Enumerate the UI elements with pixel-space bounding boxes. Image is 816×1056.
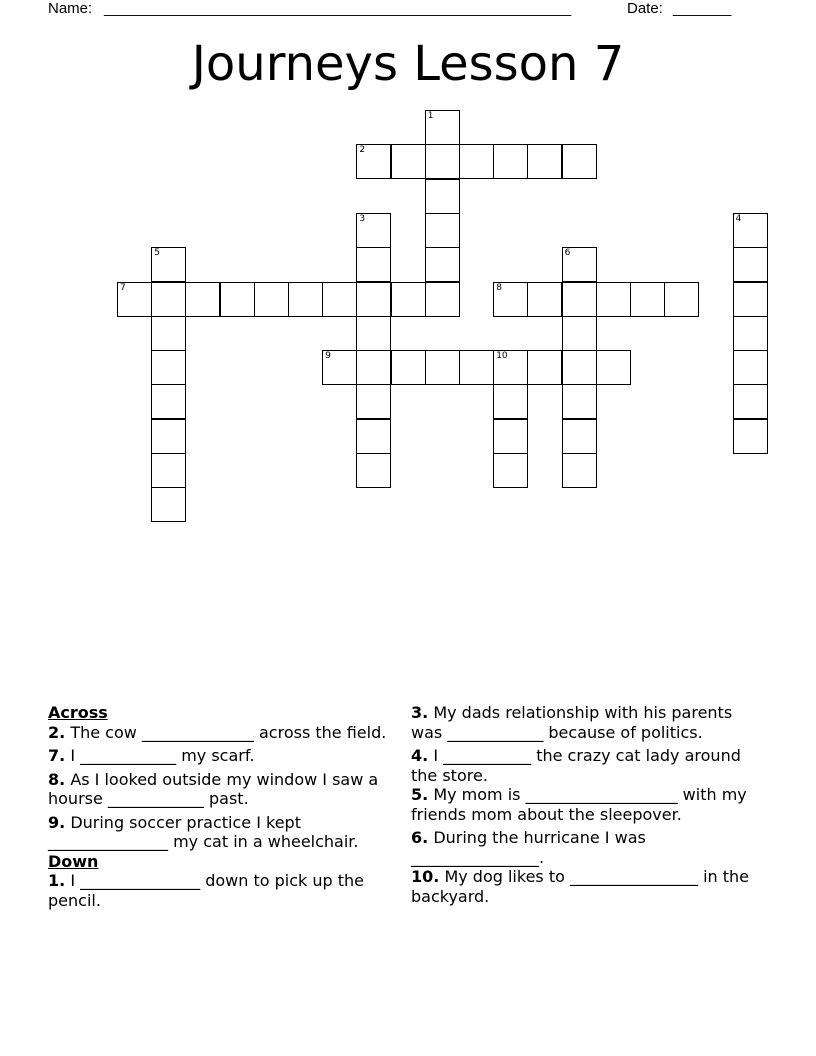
grid-cell[interactable] (596, 350, 631, 385)
grid-cell[interactable] (733, 282, 768, 317)
grid-cell[interactable] (220, 282, 255, 317)
grid-cell[interactable] (151, 419, 186, 454)
clue-number: 10. (411, 867, 440, 886)
grid-cell[interactable] (425, 350, 460, 385)
grid-cell[interactable] (425, 282, 460, 317)
clue-number: 5. (411, 785, 429, 804)
grid-cell[interactable] (425, 110, 460, 145)
clue-text: During soccer practice I kept _______________ my cat in a wheelchair. (48, 812, 359, 851)
clue-number: 2. (48, 722, 66, 742)
grid-cell[interactable] (596, 282, 631, 317)
grid-cell[interactable] (254, 282, 289, 317)
clue-number: 8. (48, 769, 66, 789)
clue-across-2 (48, 723, 393, 743)
grid-cell[interactable] (562, 282, 597, 317)
grid-cell[interactable] (493, 384, 528, 419)
clue-text: During the hurricane I was ________________. (411, 828, 646, 867)
grid-cell[interactable] (185, 282, 220, 317)
grid-cell[interactable] (493, 419, 528, 454)
cell-number: 8 (496, 282, 502, 293)
clue-text: I _______________ down to pick up the pencil. (48, 871, 364, 910)
grid-cell[interactable] (425, 144, 460, 179)
grid-cell[interactable] (356, 282, 391, 317)
cell-number: 1 (427, 111, 434, 121)
grid-cell[interactable] (562, 384, 597, 419)
clues-right-column (411, 703, 756, 910)
across-heading: Across (48, 703, 108, 722)
cell-number: 4 (735, 213, 742, 224)
grid-cell[interactable] (391, 282, 426, 317)
clue-text: My dads relationship with his parents was ____________ because of politics. (411, 703, 733, 742)
grid-cell[interactable] (151, 384, 186, 419)
grid-cell[interactable] (356, 384, 391, 419)
grid-cell[interactable] (425, 247, 460, 282)
grid-cell[interactable] (527, 144, 562, 179)
grid-cell[interactable] (322, 350, 357, 385)
grid-cell[interactable] (356, 419, 391, 454)
clue-text: My mom is ___________________ with my friends mom about the sleepover. (411, 785, 747, 824)
grid-cell[interactable] (151, 453, 186, 488)
grid-cell[interactable] (322, 282, 357, 317)
clue-number: 3. (411, 703, 429, 722)
grid-cell[interactable] (493, 144, 528, 179)
cell-number: 3 (359, 213, 366, 224)
grid-cell[interactable] (527, 282, 562, 317)
clue-down-1 (48, 871, 393, 910)
clue-text: My dog likes to ________________ in the backyard. (411, 867, 749, 906)
grid-cell[interactable] (733, 316, 768, 351)
clue-down-5 (411, 785, 756, 824)
grid-cell[interactable] (562, 144, 597, 179)
down-heading: Down (48, 851, 99, 871)
grid-cell[interactable] (356, 453, 391, 488)
grid-cell[interactable] (151, 247, 186, 282)
grid-cell[interactable] (733, 213, 768, 248)
grid-cell[interactable] (356, 316, 391, 351)
cell-number: 9 (325, 351, 331, 362)
clue-down-3 (411, 703, 756, 742)
grid-cell[interactable] (151, 350, 186, 385)
grid-cell[interactable] (356, 247, 391, 282)
clue-text: I ___________ the crazy cat lady around the store. (411, 746, 741, 785)
name-label: Name: (48, 0, 93, 17)
clue-down-10 (411, 867, 756, 906)
grid-cell[interactable] (493, 282, 528, 317)
grid-cell[interactable] (733, 247, 768, 282)
clue-text: The cow ______________ across the field. (70, 722, 387, 742)
grid-cell[interactable] (459, 144, 494, 179)
grid-cell[interactable] (356, 213, 391, 248)
grid-cell[interactable] (356, 144, 391, 179)
cell-number: 10 (496, 351, 508, 362)
grid-cell[interactable] (151, 282, 186, 317)
grid-cell[interactable] (356, 350, 391, 385)
date-label: Date: (627, 0, 663, 17)
cell-number: 2 (359, 145, 366, 156)
grid-cell[interactable] (562, 316, 597, 351)
grid-cell[interactable] (562, 453, 597, 488)
grid-cell[interactable] (151, 487, 186, 522)
grid-cell[interactable] (493, 453, 528, 488)
clue-across-8 (48, 770, 393, 809)
grid-cell[interactable] (288, 282, 323, 317)
grid-cell[interactable] (562, 419, 597, 454)
grid-cell[interactable] (527, 350, 562, 385)
grid-cell[interactable] (391, 350, 426, 385)
clue-down-4 (411, 746, 756, 785)
grid-cell[interactable] (733, 384, 768, 419)
cell-number: 7 (120, 282, 126, 293)
grid-cell[interactable] (391, 144, 426, 179)
date-field[interactable]: _______ (673, 0, 732, 17)
clue-text: I ____________ my scarf. (70, 746, 255, 765)
clue-text: As I looked outside my window I saw a hourse ____________ past. (48, 769, 379, 808)
grid-cell[interactable] (562, 247, 597, 282)
clues-left-column (48, 703, 393, 914)
clue-number: 7. (48, 746, 66, 765)
name-field[interactable]: ________________________________________________________ (104, 0, 572, 17)
grid-cell[interactable] (493, 350, 528, 385)
clue-across-7 (48, 746, 393, 766)
clue-number: 1. (48, 871, 66, 890)
clue-number: 4. (411, 746, 429, 765)
grid-cell[interactable] (630, 282, 665, 317)
cell-number: 5 (154, 248, 160, 259)
page-title: Journeys Lesson 7 (191, 36, 625, 92)
grid-cell[interactable] (562, 350, 597, 385)
grid-cell[interactable] (425, 179, 460, 214)
grid-cell[interactable] (664, 282, 699, 317)
grid-cell[interactable] (117, 282, 152, 317)
clue-number: 6. (411, 828, 429, 847)
cell-number: 6 (564, 248, 571, 259)
clue-across-9 (48, 813, 393, 852)
grid-cell[interactable] (151, 316, 186, 351)
clue-number: 9. (48, 812, 66, 832)
grid-cell[interactable] (425, 213, 460, 248)
clue-down-6 (411, 828, 756, 867)
grid-cell[interactable] (733, 419, 768, 454)
grid-cell[interactable] (733, 350, 768, 385)
grid-cell[interactable] (459, 350, 494, 385)
